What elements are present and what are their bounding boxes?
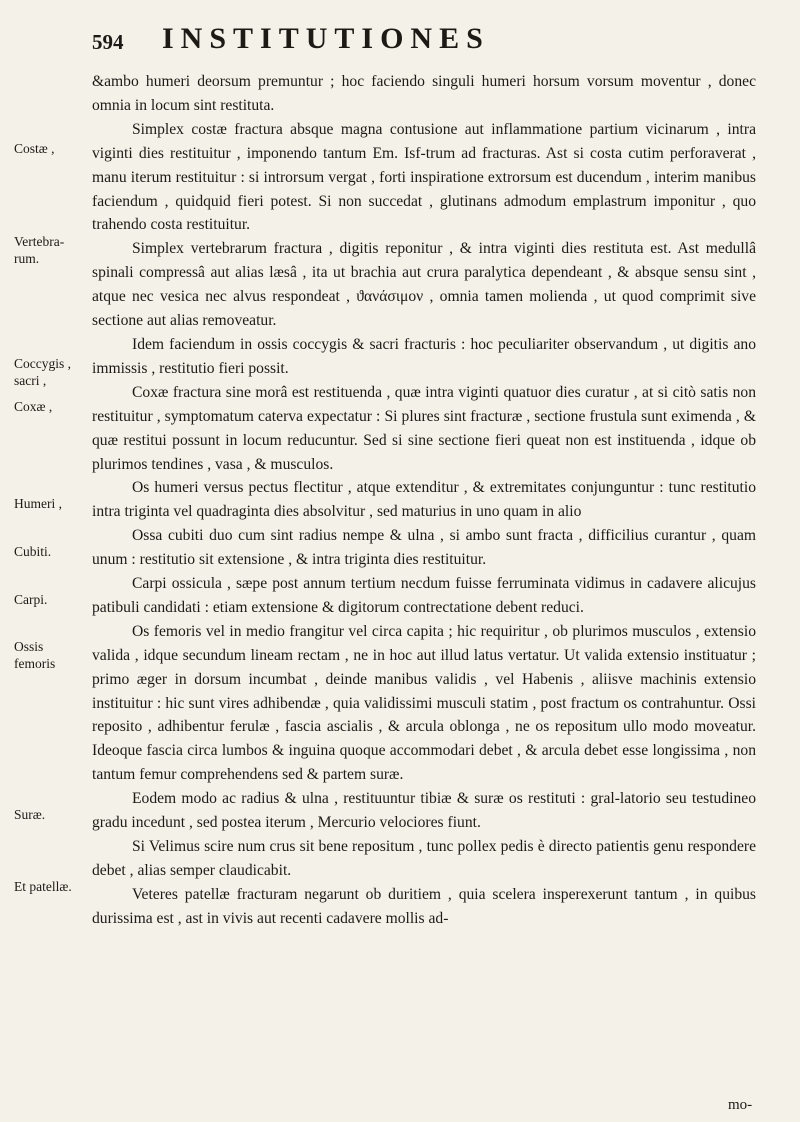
running-title: INSTITUTIONES xyxy=(162,22,490,55)
page-number: 594 xyxy=(92,30,124,54)
margin-notes xyxy=(14,0,84,1122)
margin-note-humeri: Humeri , xyxy=(14,496,62,511)
page-header xyxy=(92,22,692,62)
paragraph: Veteres patellæ fracturam negarunt ob duritiem , quia scelera insperexerunt tantum , in quibus durissima est , ast in vivis aut recenti cadavere mollis ad- xyxy=(92,885,756,927)
paragraph: Si Velimus scire num crus sit bene repositum , tunc pollex pedis è directo patientis genu respondere debet , alias semper claudicabit. xyxy=(92,838,756,879)
paragraph: Simplex costæ fractura absque magna contusione aut inflammatione partium vicinarum , intra viginti dies restituitur , imponendo tantum Em. Isf-trum ad fracturas. Ast si costa cutim perforaverat , manu iterum restituitur : si introrsum vergat , forti inspiratione extrorsum est ducendum , interim manibus faciendum , quidquid fieri potest. Si non succedat , glutinans admodum emplastrum imponitur , quo trahendo costa restituitur. xyxy=(92,120,756,234)
paragraph: Ossa cubiti duo cum sint radius nempe & ulna , si ambo sunt fracta , difficilius curantur , quam unum : restitutio sit extensione , & intra triginta dies restituitur. xyxy=(92,527,756,569)
paragraph: Os humeri versus pectus flectitur , atque extenditur , & extremitates conjunguntur : tunc restitutio intra triginta vel quadraginta dies absolvitur , sed maturius in uno quam in alio xyxy=(92,479,756,521)
margin-note-carpi: Carpi. xyxy=(14,592,48,607)
catchword: mo- xyxy=(728,1097,753,1113)
paragraph: Idem faciendum in ossis coccygis & sacri fracturis : hoc peculiariter observandum , ut digitis ano immissis , restitutio fieri possit. xyxy=(92,335,756,377)
body-text xyxy=(92,70,756,931)
margin-note-patellae: Et patellæ. xyxy=(14,879,72,894)
paragraph: Coxæ fractura sine morâ est restituenda , quæ intra viginti quatuor dies curatur , at si citò satis non restituitur , symptomatum caterva expectatur : Si plures sint fracturæ , sectione frustula sunt eximenda , & quæ restitui possunt in locum reducuntur. Sed si sine sectione fieri queat non est instituenda , idque ob plurimos tendines , vasa , & musculos. xyxy=(92,383,756,473)
margin-note-coccygis: Coccygis , sacri , xyxy=(14,356,71,388)
margin-note-vertebrarum: Vertebra- rum. xyxy=(14,234,65,266)
margin-note-cubiti: Cubiti. xyxy=(14,544,52,559)
margin-note-costae: Costæ , xyxy=(14,141,55,156)
paragraph: &ambo humeri deorsum premuntur ; hoc faciendo singuli humeri horsum vorsum moventur , donec omnia in locum sint restituta. xyxy=(92,73,756,114)
margin-note-surae: Suræ. xyxy=(14,807,46,822)
margin-note-coxae: Coxæ , xyxy=(14,399,53,414)
paragraph: Os femoris vel in medio frangitur vel circa capita ; hic requiritur , ob plurimos musculos , extensio valida , idque secundum lineam rectam , ne in hoc aut illud latus vertatur. Ut valida extensio instituatur ; primo æger in dorsum incumbat , deinde manibus validis , vel Habenis , aliisve machinis extensio instituitur : hic sunt vires adhibendæ , quia validissimi musculi statim , post fractum os contrahuntur. Ossi reposito , adhibentur ferulæ , fascia ascialis , & arcula oblonga , ne os repositum ullo modo moveatur. Ideoque fascia circa lumbos & inguina quoque accommodari debet , & arcula debet esse longissima , non tantum femur comprehendens sed & partem suræ. xyxy=(92,622,756,784)
paragraph: Simplex vertebrarum fractura , digitis reponitur , & intra viginti dies restituta est. Ast medullâ spinali compressâ aut alias læsâ , ita ut brachia aut crura paralytica dependeant , & absque sensu sint , atque nec vesica nec alvus respondeat , ϑανάσιμον , omnia tamen molienda , ut quod comprimit sive sectione aut alias removeatur. xyxy=(92,240,756,330)
paragraph: Carpi ossicula , sæpe post annum tertium necdum fuisse ferruminata vidimus in cadavere alicujus patibuli candidati : etiam extensione & digitorum contrectatione debent reduci. xyxy=(92,575,756,616)
margin-note-femoris: Ossis femoris xyxy=(14,639,56,671)
paragraph: Eodem modo ac radius & ulna , restituuntur tibiæ & suræ os restituti : gral-latorio seu testudineo gradu incedunt , sed postea iterum , Mercurio velociores fiunt. xyxy=(92,790,756,832)
